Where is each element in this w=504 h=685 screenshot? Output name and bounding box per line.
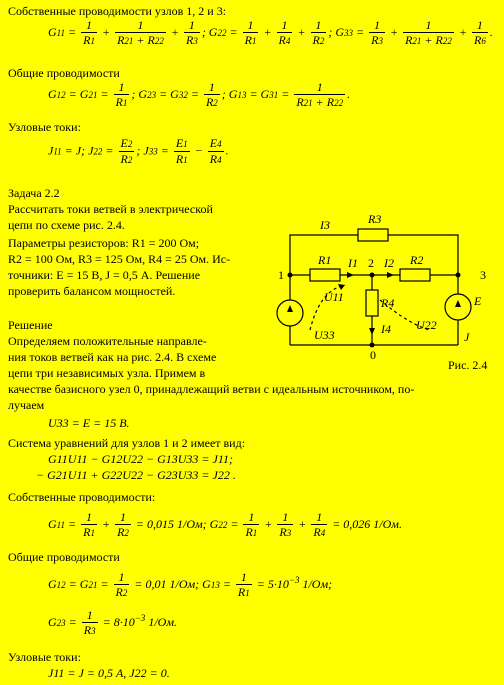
solution-text-line: цепи три независимых узла. Примем в	[8, 366, 206, 380]
equation-mutual-conductances: G12 = G21 = $\frac{1}{R1}$ ; G23 = G32 = $\frac{1}{R2}$ ; G13 = G31 = $\frac{1}{R21 + R22}$ .	[48, 80, 351, 109]
resistor-r3	[358, 229, 388, 241]
task-title: Задача 2.2	[8, 186, 60, 200]
task-params-line: точники: E = 15 В, J = 0,5 А. Решение	[8, 268, 201, 282]
label-r2: R2	[410, 253, 424, 267]
equation-node-currents-values: J11 = J = 0,5 А, J22 = 0.	[48, 666, 170, 680]
mutual-conductances-heading: Общие проводимости	[8, 550, 120, 564]
system-equation-2: − G21U11 + G22U22 − G23U33 = J22 .	[36, 468, 236, 482]
label-r1: R1	[318, 253, 332, 267]
label-r4: R4	[381, 296, 395, 310]
task-params-line: R2 = 100 Ом, R3 = 125 Ом, R4 = 25 Ом. Ис-	[8, 252, 231, 266]
label-i2: I2	[384, 256, 394, 270]
solution-text-line: Определяем положительные направле-	[8, 334, 207, 348]
node-currents-heading: Узловые токи:	[8, 650, 81, 664]
solution-text-line: качестве базисного узел 0, принадлежащий ветви с идеальным источником, по-	[8, 382, 415, 396]
heading-self-conductances: Собственные проводимости узлов 1, 2 и 3:	[8, 4, 227, 18]
label-e: E	[474, 294, 482, 308]
task-params-line: Параметры резисторов: R1 = 200 Ом;	[8, 236, 200, 250]
label-r3: R3	[368, 212, 382, 226]
equation-mutual-values-1: G12 = G21 = $\frac{1}{R2}$ = 0,01 1/Ом; G13 = $\frac{1}{R1}$ = $5\cdot 10^{-3}$ 1/Ом;	[48, 570, 333, 599]
equation-mutual-values-2: G23 = $\frac{1}{R3}$ = $8\cdot 10^{-3}$ 1/Ом.	[48, 608, 177, 637]
label-node-1: 1	[278, 268, 284, 282]
equation-self-values: G11 = $\frac{1}{R1}$ + $\frac{1}{R2}$ = 0,015 1/Ом; G22 = $\frac{1}{R1}$ + $\frac{1}{R3}$ + $\frac{1}{R4}$ = 0,026 1/Ом.	[48, 510, 402, 539]
solution-title: Решение	[8, 318, 53, 332]
label-i4: I4	[381, 322, 391, 336]
label-node-2: 2	[368, 256, 374, 270]
equation-node-currents: J11 = J; J22 = $\frac{E2}{R2}$ ; J33 = $\frac{E1}{R1}$ − $\frac{E4}{R4}$ .	[48, 136, 229, 166]
current-source-j	[277, 300, 303, 326]
resistor-r1	[310, 269, 340, 281]
solution-text-line: лучаем	[8, 398, 45, 412]
task-text-line: цепи по схеме рис. 2.4.	[8, 218, 125, 232]
figure-caption: Рис. 2.4	[448, 358, 488, 372]
self-conductances-heading: Собственные проводимости:	[8, 490, 156, 504]
label-i3: I3	[320, 218, 330, 232]
task-params-line: проверить балансом мощностей.	[8, 284, 176, 298]
label-node-0: 0	[370, 348, 376, 362]
equation-u33: U33 = E = 15 В.	[48, 416, 130, 430]
heading-mutual-conductances: Общие проводимости	[8, 66, 120, 80]
task-text-line: Рассчитать токи ветвей в электрической	[8, 202, 213, 216]
label-u22: U22	[416, 318, 437, 332]
label-u11: U11	[324, 290, 344, 304]
label-j: J	[464, 330, 470, 344]
label-node-3: 3	[480, 268, 486, 282]
label-i1: I1	[348, 256, 358, 270]
resistor-r4	[366, 290, 378, 316]
system-equation-1: G11U11 − G12U22 − G13U33 = J11;	[48, 452, 233, 466]
heading-node-currents: Узловые токи:	[8, 120, 81, 134]
system-heading: Система уравнений для узлов 1 и 2 имеет вид:	[8, 436, 246, 450]
solution-text-line: ния токов ветвей как на рис. 2.4. В схеме	[8, 350, 217, 364]
resistor-r2	[400, 269, 430, 281]
label-u33: U33	[314, 328, 335, 342]
equation-self-conductances: G11 = $\frac{1}{R1}$ + $\frac{1}{R21 + R22}$ + $\frac{1}{R3}$ ; G22 = $\frac{1}{R1}$ + $\frac{1}{R4}$ + $\frac{1}{R2}$ ; G33 = $\frac{1}{R3}$ + $\frac{1}{R21 + R22}$ + $\frac{1}{R6}$ .	[48, 18, 493, 47]
